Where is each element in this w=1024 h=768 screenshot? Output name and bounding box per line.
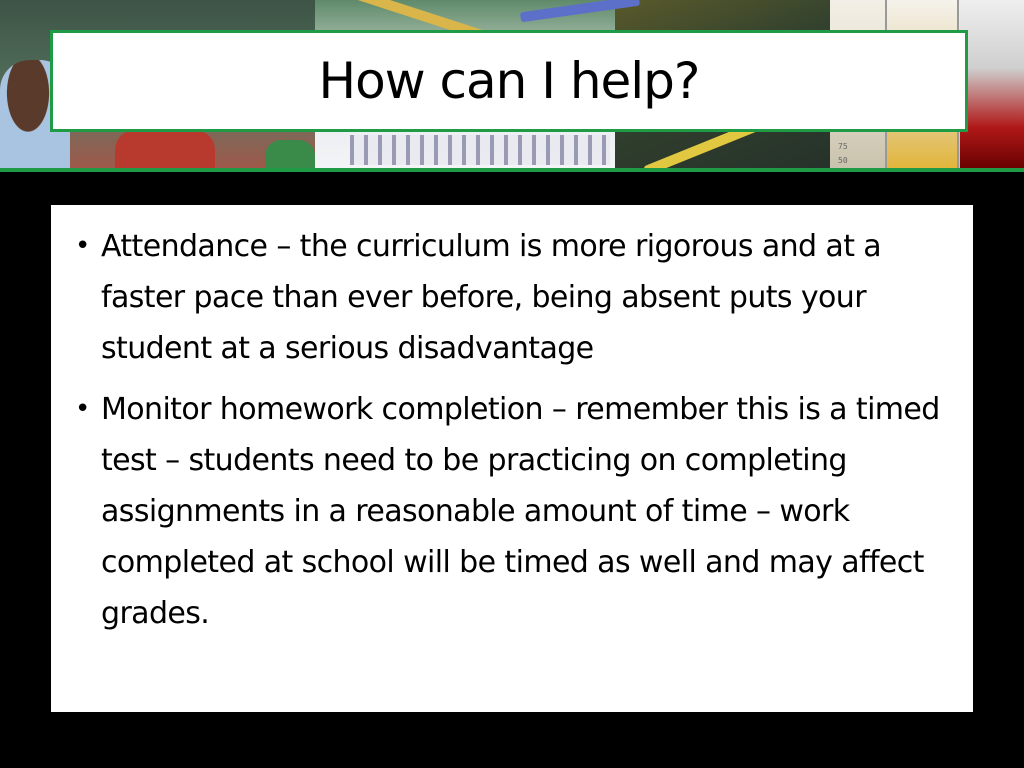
bullet-icon: •: [75, 231, 90, 261]
divider-line: [0, 168, 1024, 172]
content-box: [51, 205, 973, 712]
student-red-shirt-image: [115, 130, 215, 170]
notebook-spiral-image: [350, 135, 610, 165]
bullet-text: Attendance – the curriculum is more rigorous and at a faster pace than ever before, being absent puts your student at a serious disadvantage: [101, 229, 882, 366]
bullet-item: [73, 221, 951, 374]
student-green-shirt-image: [265, 140, 315, 170]
slide-title: How can I help?: [318, 52, 700, 110]
title-box: [50, 30, 968, 132]
bullet-item: [73, 384, 951, 639]
bullet-icon: •: [75, 394, 90, 424]
bullet-text: Monitor homework completion – remember this is a timed test – students need to be practicing on completing assignments in a reasonable amount of time – work completed at school will be timed as well and may affect grades.: [101, 392, 940, 631]
ruler-number: 50: [838, 156, 848, 165]
ruler-number: 75: [838, 142, 848, 151]
bullet-list: [73, 221, 951, 639]
lab-photo: [960, 0, 1024, 170]
